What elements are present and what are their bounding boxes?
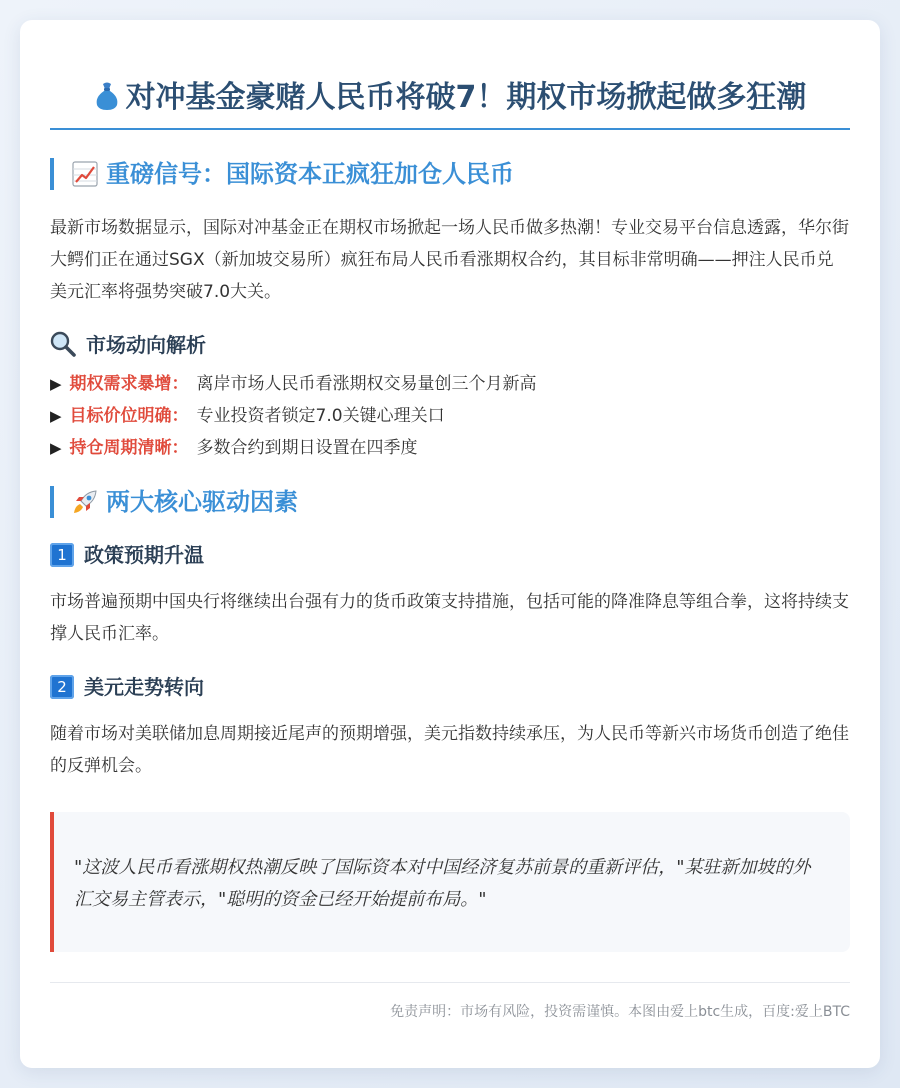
rocket-icon	[72, 489, 98, 515]
list-item-text: 离岸市场人民币看涨期权交易量创三个月新高	[196, 374, 537, 394]
play-arrow-icon: ▶	[50, 375, 62, 393]
list-item-label: 持仓周期清晰：	[69, 438, 189, 458]
analysis-heading	[50, 330, 850, 360]
list-item-label: 期权需求暴增：	[69, 374, 189, 394]
factor-paragraph-2: 随着市场对美联储加息周期接近尾声的预期增强，美元指数持续承压，为人民币等新兴市场货币创造了绝佳的反弹机会。	[50, 724, 849, 776]
quote-block	[50, 812, 850, 952]
play-arrow-icon: ▶	[50, 439, 62, 457]
factor-title: 美元走势转向	[84, 675, 204, 699]
keycap-two-icon: 2	[50, 675, 74, 699]
play-arrow-icon: ▶	[50, 407, 62, 425]
section-heading-signal	[50, 158, 850, 190]
keycap-one-icon: 1	[50, 543, 74, 567]
magnifier-icon	[50, 331, 76, 357]
factor-heading-1	[50, 540, 850, 570]
factor-title: 政策预期升温	[84, 543, 204, 567]
section-heading-text: 两大核心驱动因素	[106, 488, 298, 516]
page-title	[50, 20, 850, 130]
factor-heading-2	[50, 672, 850, 702]
list-item	[50, 432, 850, 464]
article-card	[20, 20, 880, 1068]
money-bag-icon	[94, 81, 120, 111]
analysis-list	[50, 368, 850, 464]
section-heading-drivers	[50, 486, 850, 518]
list-item-label: 目标价位明确：	[69, 406, 189, 426]
factor-paragraph-1: 市场普遍预期中国央行将继续出台强有力的货币政策支持措施，包括可能的降准降息等组合拳，这将持续支撑人民币汇率。	[50, 592, 849, 644]
quote-text: "这波人民币看涨期权热潮反映了国际资本对中国经济复苏前景的重新评估，"某驻新加坡的外汇交易主管表示，"聪明的资金已经开始提前布局。"	[74, 857, 811, 910]
list-item-text: 专业投资者锁定7.0关键心理关口	[196, 406, 445, 426]
page-title-text: 对冲基金豪赌人民币将破7！期权市场掀起做多狂潮	[125, 80, 807, 115]
analysis-heading-text: 市场动向解析	[86, 333, 206, 357]
section-heading-text: 重磅信号：国际资本正疯狂加仓人民币	[106, 160, 514, 188]
list-item	[50, 400, 850, 432]
list-item	[50, 368, 850, 400]
list-item-text: 多数合约到期日设置在四季度	[196, 438, 418, 458]
intro-paragraph: 最新市场数据显示，国际对冲基金正在期权市场掀起一场人民币做多热潮！专业交易平台信息透露，华尔街大鳄们正在通过SGX（新加坡交易所）疯狂布局人民币看涨期权合约，其目标非常明确——押注人民币兑美元汇率将强势突破7.0大关。	[50, 218, 849, 302]
disclaimer: 免责声明：市场有风险，投资需谨慎。本图由爱上btc生成，百度:爱上BTC	[390, 1004, 850, 1020]
chart-increasing-icon	[72, 161, 98, 187]
